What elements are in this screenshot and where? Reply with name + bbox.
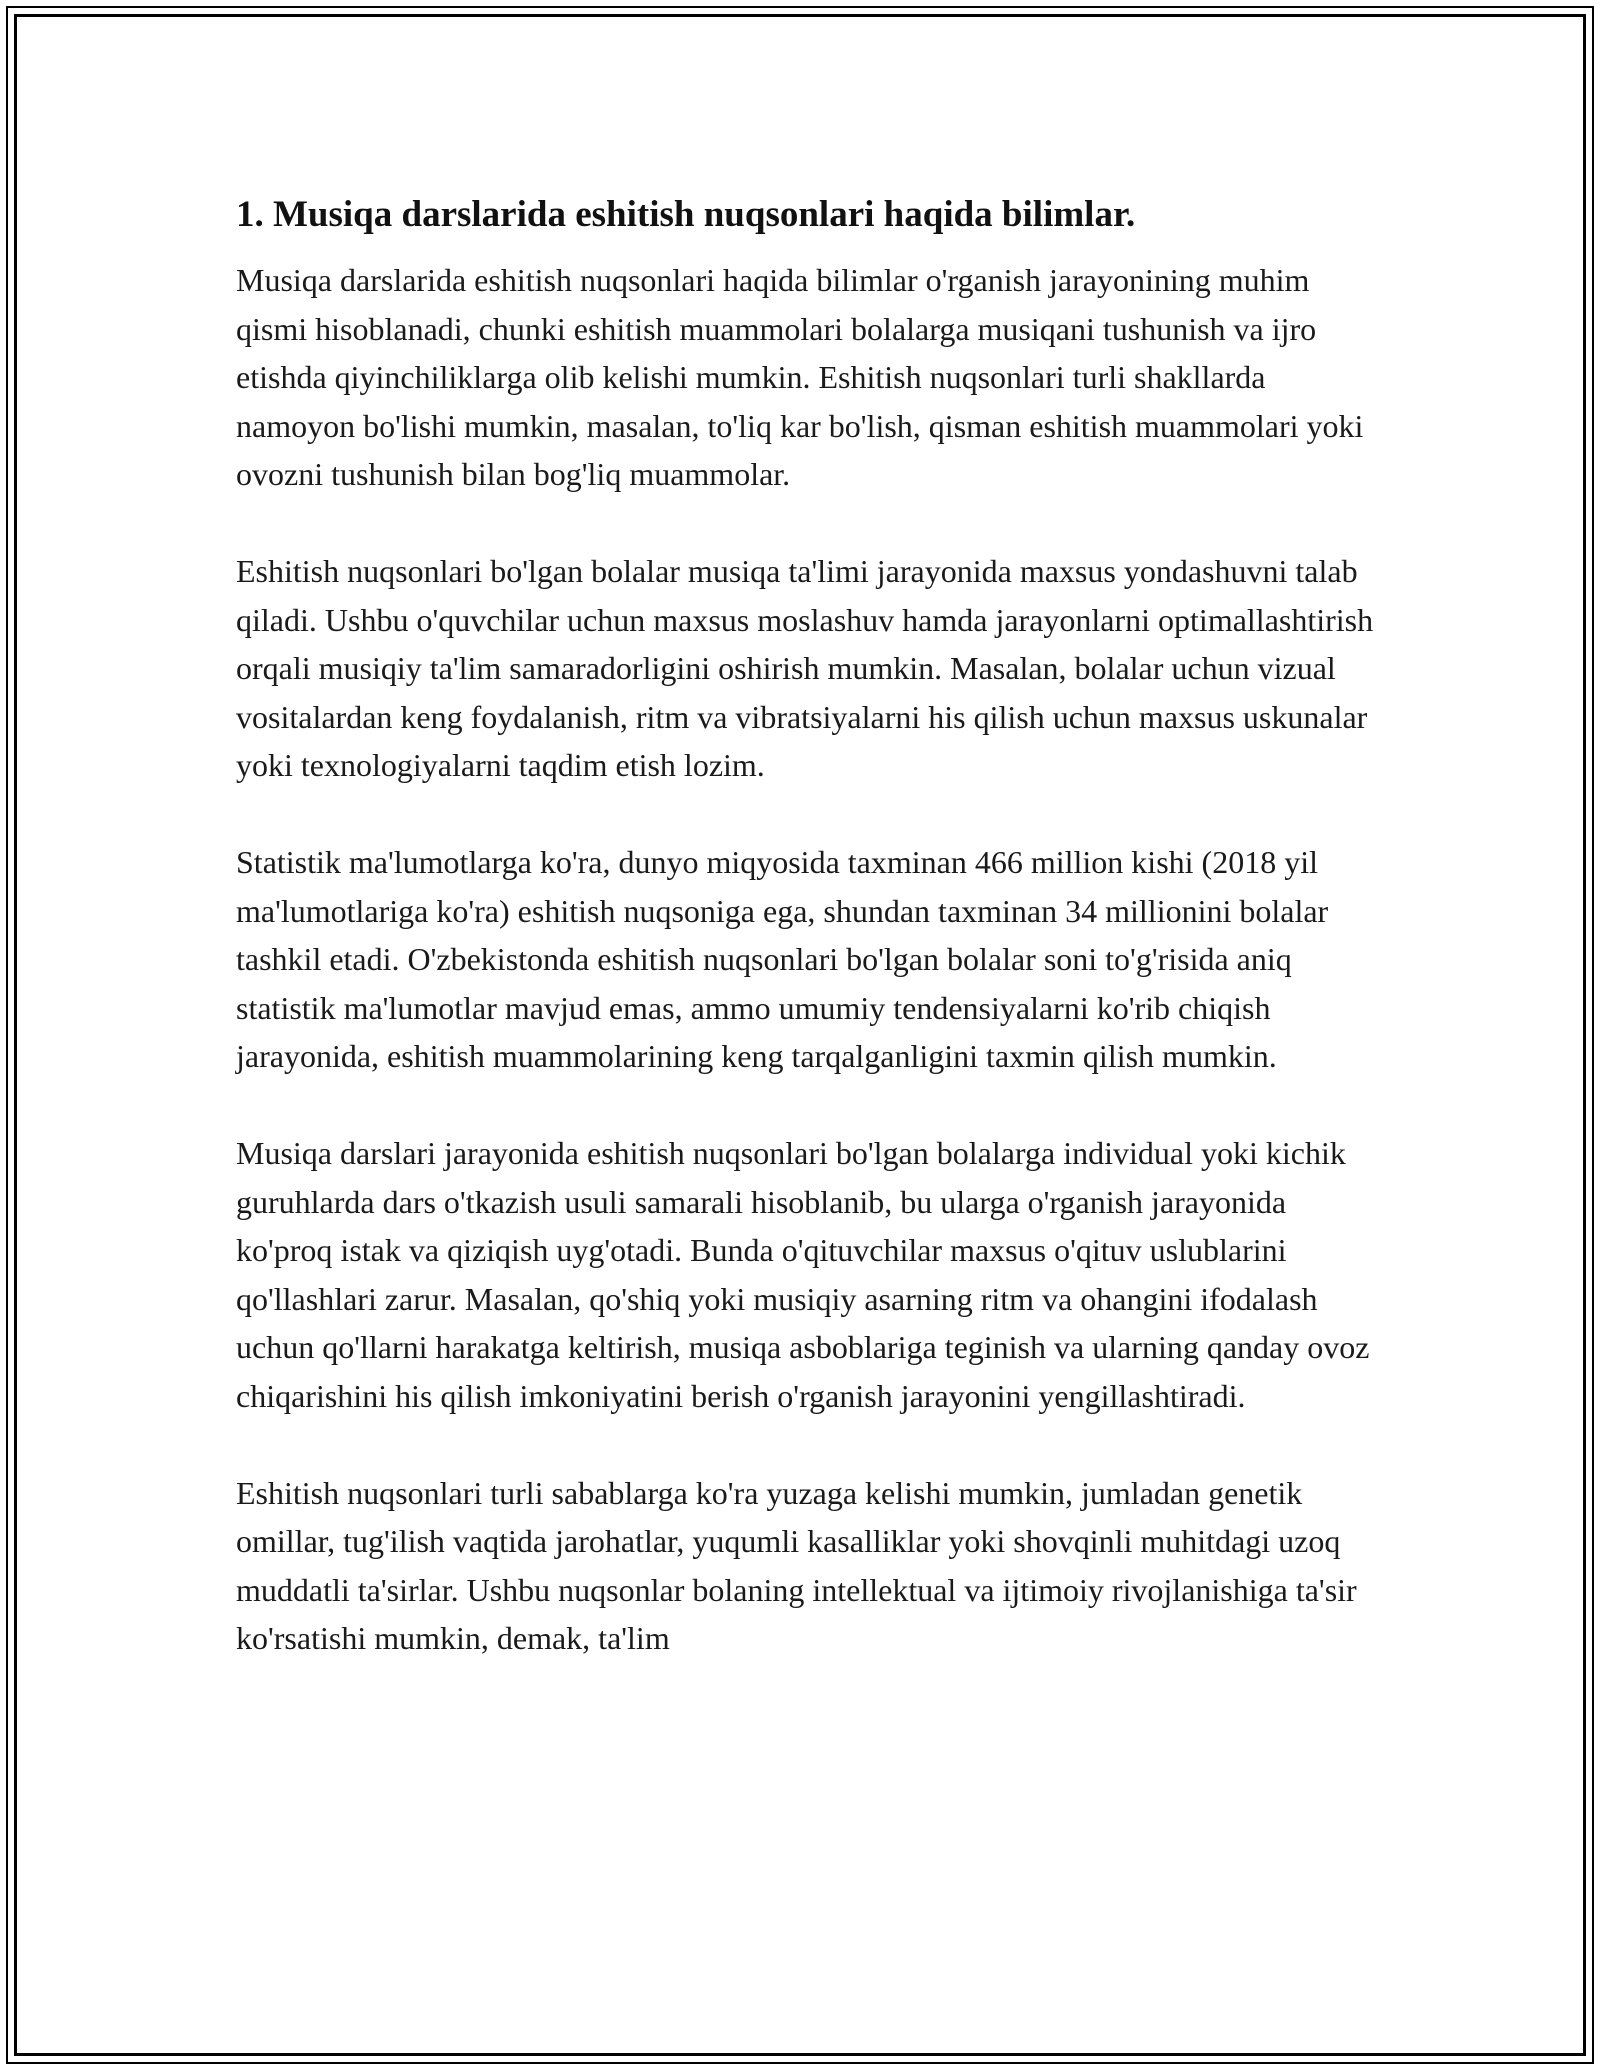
paragraph-5: Eshitish nuqsonlari turli sabablarga ko'ra yuzaga kelishi mumkin, jumladan genetik omillar, tug'ilish vaqtida jarohatlar, yuqumli kasalliklar yoki shovqinli muhitdagi uzoq muddatli ta'sirlar. Ushbu nuqsonlar bolaning intellektual va ijtimoiy rivojlanishiga ta'sir ko'rsatishi mumkin, demak, ta'lim: [236, 1474, 1357, 1656]
paragraph-3: Statistik ma'lumotlarga ko'ra, dunyo miqyosida taxminan 466 million kishi (2018 yil ma'lumotlariga ko'ra) eshitish nuqsoniga ega, shundan taxminan 34 millionini bolalar tashkil etadi. O'zbekistonda eshitish nuqsonlari bo'lgan bolalar soni to'g'risida aniq statistik ma'lumotlar mavjud emas, ammo umumiy tendensiyalarni ko'rib chiqish jarayonida, eshitish muammolarining keng tarqalganligini taxmin qilish mumkin.: [236, 844, 1329, 1074]
document-body: [236, 190, 1386, 1663]
paragraph-1: Musiqa darslarida eshitish nuqsonlari haqida bilimlar o'rganish jarayonining muhim qismi hisoblanadi, chunki eshitish muammolari bolalarga musiqani tushunish va ijro etishda qiyinchiliklarga olib kelishi mumkin. Eshitish nuqsonlari turli shakllarda namoyon bo'lishi mumkin, masalan, to'liq kar bo'lish, qisman eshitish muammolari yoki ovozni tushunish bilan bog'liq muammolar.: [236, 262, 1364, 492]
paragraph-2: Eshitish nuqsonlari bo'lgan bolalar musiqa ta'limi jarayonida maxsus yondashuvni talab qiladi. Ushbu o'quvchilar uchun maxsus moslashuv hamda jarayonlarni optimallashtirish orqali musiqiy ta'lim samaradorligini oshirish mumkin. Masalan, bolalar uchun vizual vositalardan keng foydalanish, ritm va vibratsiyalarni his qilish uchun maxsus uskunalar yoki texnologiyalarni taqdim etish lozim.: [236, 553, 1374, 783]
section-heading: 1. Musiqa darslarida eshitish nuqsonlari haqida bilimlar.: [236, 194, 1136, 235]
paragraph-4: Musiqa darslari jarayonida eshitish nuqsonlari bo'lgan bolalarga individual yoki kichik guruhlarda dars o'tkazish usuli samarali hisoblanib, bu ularga o'rganish jarayonida ko'proq istak va qiziqish uyg'otadi. Bunda o'qituvchilar maxsus o'qituv uslublarini qo'llashlari zarur. Masalan, qo'shiq yoki musiqiy asarning ritm va ohangini ifodalash uchun qo'llarni harakatga keltirish, musiqa asboblariga teginish va ularning qanday ovoz chiqarishini his qilish imkoniyatini berish o'rganish jarayonini yengillashtiradi.: [236, 1135, 1370, 1414]
